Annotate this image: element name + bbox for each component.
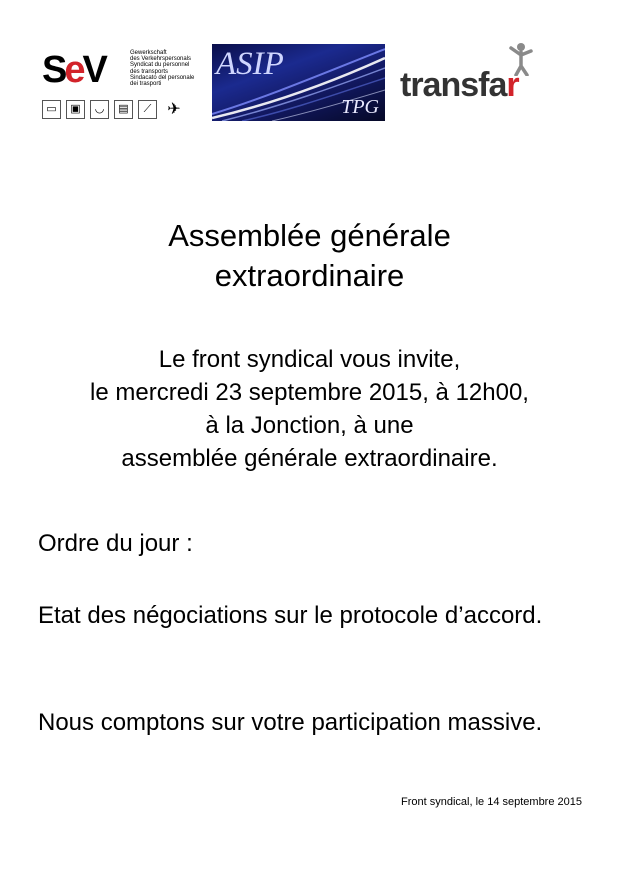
person-figure-icon xyxy=(507,42,535,76)
ship-icon: ◡ xyxy=(90,100,109,119)
transfair-wordmark: transfar xyxy=(400,66,519,104)
transfair-logo xyxy=(398,60,538,104)
sev-line: des Verkehrspersonals xyxy=(130,56,192,63)
sev-line: Syndicat du personnel xyxy=(130,62,190,69)
sev-line: des transports xyxy=(130,68,169,75)
sev-union-text xyxy=(130,50,210,87)
bus-icon: ▣ xyxy=(66,100,85,119)
agenda-label: Ordre du jour : xyxy=(38,530,193,557)
asip-title: ASIP xyxy=(216,46,284,82)
sev-line: dei trasporti xyxy=(130,81,162,88)
train-icon: ▭ xyxy=(42,100,61,119)
plane-icon: ✈ xyxy=(167,101,181,118)
title-line: extraordinaire xyxy=(214,258,405,293)
sev-line: Sindacato del personale xyxy=(130,74,195,81)
invite-line: assemblée générale extraordinaire. xyxy=(121,445,498,472)
closing-paragraph: Nous comptons sur votre participation massive. xyxy=(38,709,543,736)
tram-icon: ▤ xyxy=(114,100,133,119)
asip-subtitle: TPG xyxy=(341,96,379,118)
invitation-text xyxy=(20,343,599,475)
page-title xyxy=(0,216,619,296)
transport-icons xyxy=(42,100,186,119)
asip-tpg-logo xyxy=(212,44,385,121)
logo-bar xyxy=(40,40,580,124)
footer-signature: Front syndical, le 14 septembre 2015 xyxy=(401,796,582,808)
sev-line: Gewerkschaft xyxy=(130,50,167,56)
agenda-item: Etat des négociations sur le protocole d’accord. xyxy=(38,602,543,629)
cable-car-icon: ⟋ xyxy=(138,100,157,119)
invite-line: à la Jonction, à une xyxy=(205,412,414,439)
title-line: Assemblée générale xyxy=(168,218,451,253)
sev-logo xyxy=(40,44,205,124)
sev-mark: SeV xyxy=(42,49,105,91)
invite-line: le mercredi 23 septembre 2015, à 12h00, xyxy=(90,379,529,406)
invite-line: Le front syndical vous invite, xyxy=(158,346,461,373)
